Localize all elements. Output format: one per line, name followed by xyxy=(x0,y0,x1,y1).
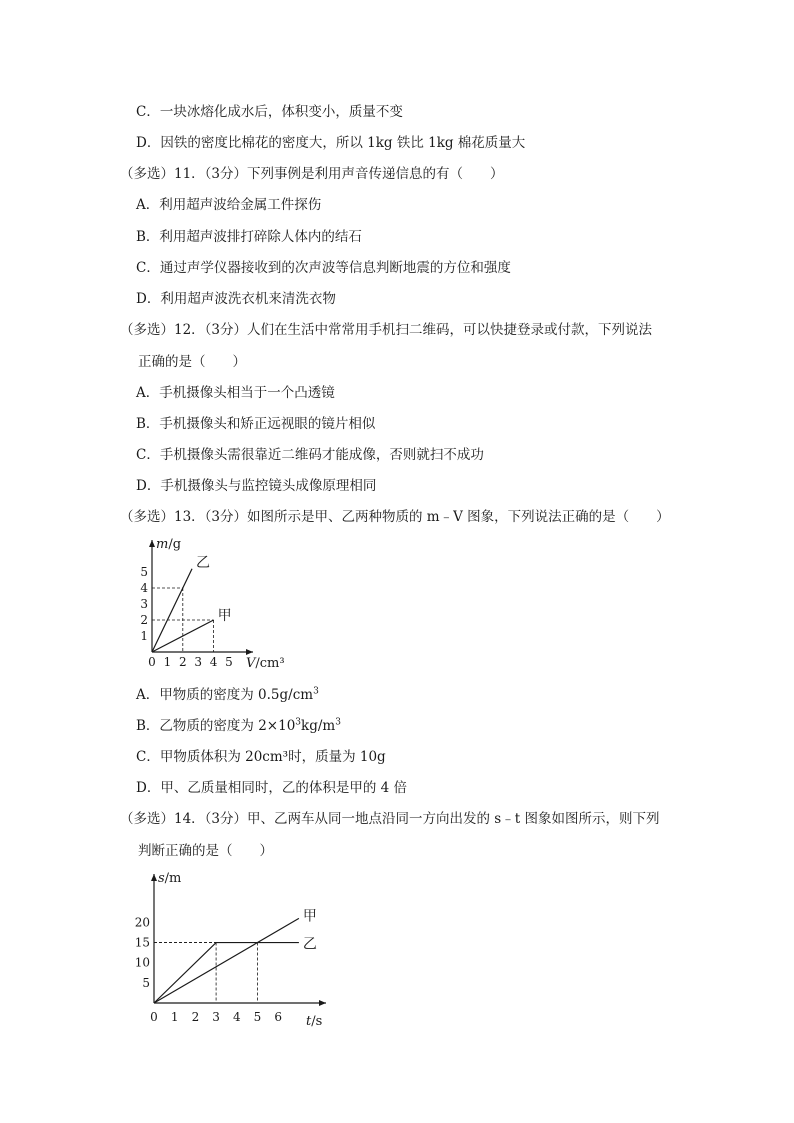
q13-option-a: A．甲物质的密度为 $0.5g/cm^3$ xyxy=(136,686,319,703)
st-x-tick-label: 6 xyxy=(274,1010,283,1024)
mv-y-tick-label: 2 xyxy=(140,613,148,627)
st-series-line xyxy=(154,918,299,1003)
option-d-prev: D．因铁的密度比棉花的密度大，所以 1kg 铁比 1kg 棉花质量大 xyxy=(136,135,526,151)
q13-option-d: D．甲、乙质量相同时，乙的体积是甲的 4 倍 xyxy=(136,780,407,796)
question-14-continued: 判断正确的是（ ） xyxy=(138,843,273,859)
st-y-tick-label: 20 xyxy=(134,915,150,930)
st-x-tick-label: 0 xyxy=(150,1010,158,1024)
question-13: （多选）13．（3分）如图所示是甲、乙两种物质的 m﹣V 图象，下列说法正确的是（ ） xyxy=(120,509,670,525)
mv-x-tick-label: 5 xyxy=(225,655,233,669)
mv-x-tick-label: 0 xyxy=(148,655,156,669)
mv-series-label: 乙 xyxy=(196,554,211,571)
st-x-tick-label: 3 xyxy=(212,1010,220,1024)
q11-option-c: C．通过声学仪器接收到的次声波等信息判断地震的方位和强度 xyxy=(136,260,511,276)
st-series-line xyxy=(154,943,299,1003)
mv-x-tick-label: 1 xyxy=(163,655,172,669)
st-x-arrow xyxy=(319,1000,326,1006)
mv-x-tick-label: 4 xyxy=(209,655,218,669)
st-y-tick-label: 10 xyxy=(134,955,150,970)
mv-y-tick-label: 5 xyxy=(140,565,148,579)
st-x-tick-label: 4 xyxy=(232,1010,241,1024)
q13-option-c: C．甲物质体积为 20cm³时，质量为 10g xyxy=(136,749,386,765)
mv-y-arrow xyxy=(149,540,155,547)
mv-y-tick-label: 1 xyxy=(140,629,148,643)
mv-y-axis-label: m/g xyxy=(156,537,182,552)
mv-y-tick-label: 4 xyxy=(140,581,148,595)
q11-option-d: D．利用超声波洗衣机来清洗衣物 xyxy=(136,291,336,307)
q12-option-d: D．手机摄像头与监控镜头成像原理相同 xyxy=(136,478,377,494)
st-x-tick-label: 2 xyxy=(191,1010,200,1024)
question-14: （多选）14．（3分）甲、乙两车从同一地点沿同一方向出发的 s﹣t 图象如图所示，则下列 xyxy=(120,811,660,827)
mv-series-line xyxy=(152,569,192,652)
option-c-prev: C．一块冰熔化成水后，体积变小，质量不变 xyxy=(136,104,403,120)
question-11: （多选）11．（3分）下列事例是利用声音传递信息的有（ ） xyxy=(120,166,504,182)
q12-option-c: C．手机摄像头需很靠近二维码才能成像，否则就扫不成功 xyxy=(136,447,484,463)
q12-option-a: A．手机摄像头相当于一个凸透镜 xyxy=(136,385,335,401)
st-y-tick-label: 15 xyxy=(134,935,150,950)
q11-option-a: A．利用超声波给金属工件探伤 xyxy=(136,197,322,213)
question-12-continued: 正确的是（ ） xyxy=(138,354,246,370)
st-series-label: 乙 xyxy=(302,936,317,953)
st-x-axis-label: t/s xyxy=(306,1014,323,1029)
mv-x-tick-label: 2 xyxy=(178,655,187,669)
st-x-tick-label: 1 xyxy=(170,1010,179,1024)
mv-x-tick-label: 3 xyxy=(194,655,203,669)
q12-option-b: B．手机摄像头和矫正远视眼的镜片相似 xyxy=(136,416,376,432)
mv-x-axis-label: V/cm³ xyxy=(246,656,285,671)
st-series-label: 甲 xyxy=(302,908,317,925)
mv-series-label: 甲 xyxy=(217,608,232,624)
st-y-tick-label: 5 xyxy=(142,975,150,990)
q13-option-b: B．乙物质的密度为 $2\times 10^3kg/m^3$ xyxy=(136,717,341,734)
question-12: （多选）12．（3分）人们在生活中常常用手机扫二维码，可以快捷登录或付款，下列说法 xyxy=(120,322,653,338)
st-x-tick-label: 5 xyxy=(253,1010,262,1024)
mv-x-arrow xyxy=(246,649,253,655)
st-y-arrow xyxy=(151,874,157,881)
st-y-axis-label: s/m xyxy=(158,871,182,886)
q11-option-b: B．利用超声波排打碎除人体内的结石 xyxy=(136,229,362,245)
mv-y-tick-label: 3 xyxy=(140,597,148,611)
